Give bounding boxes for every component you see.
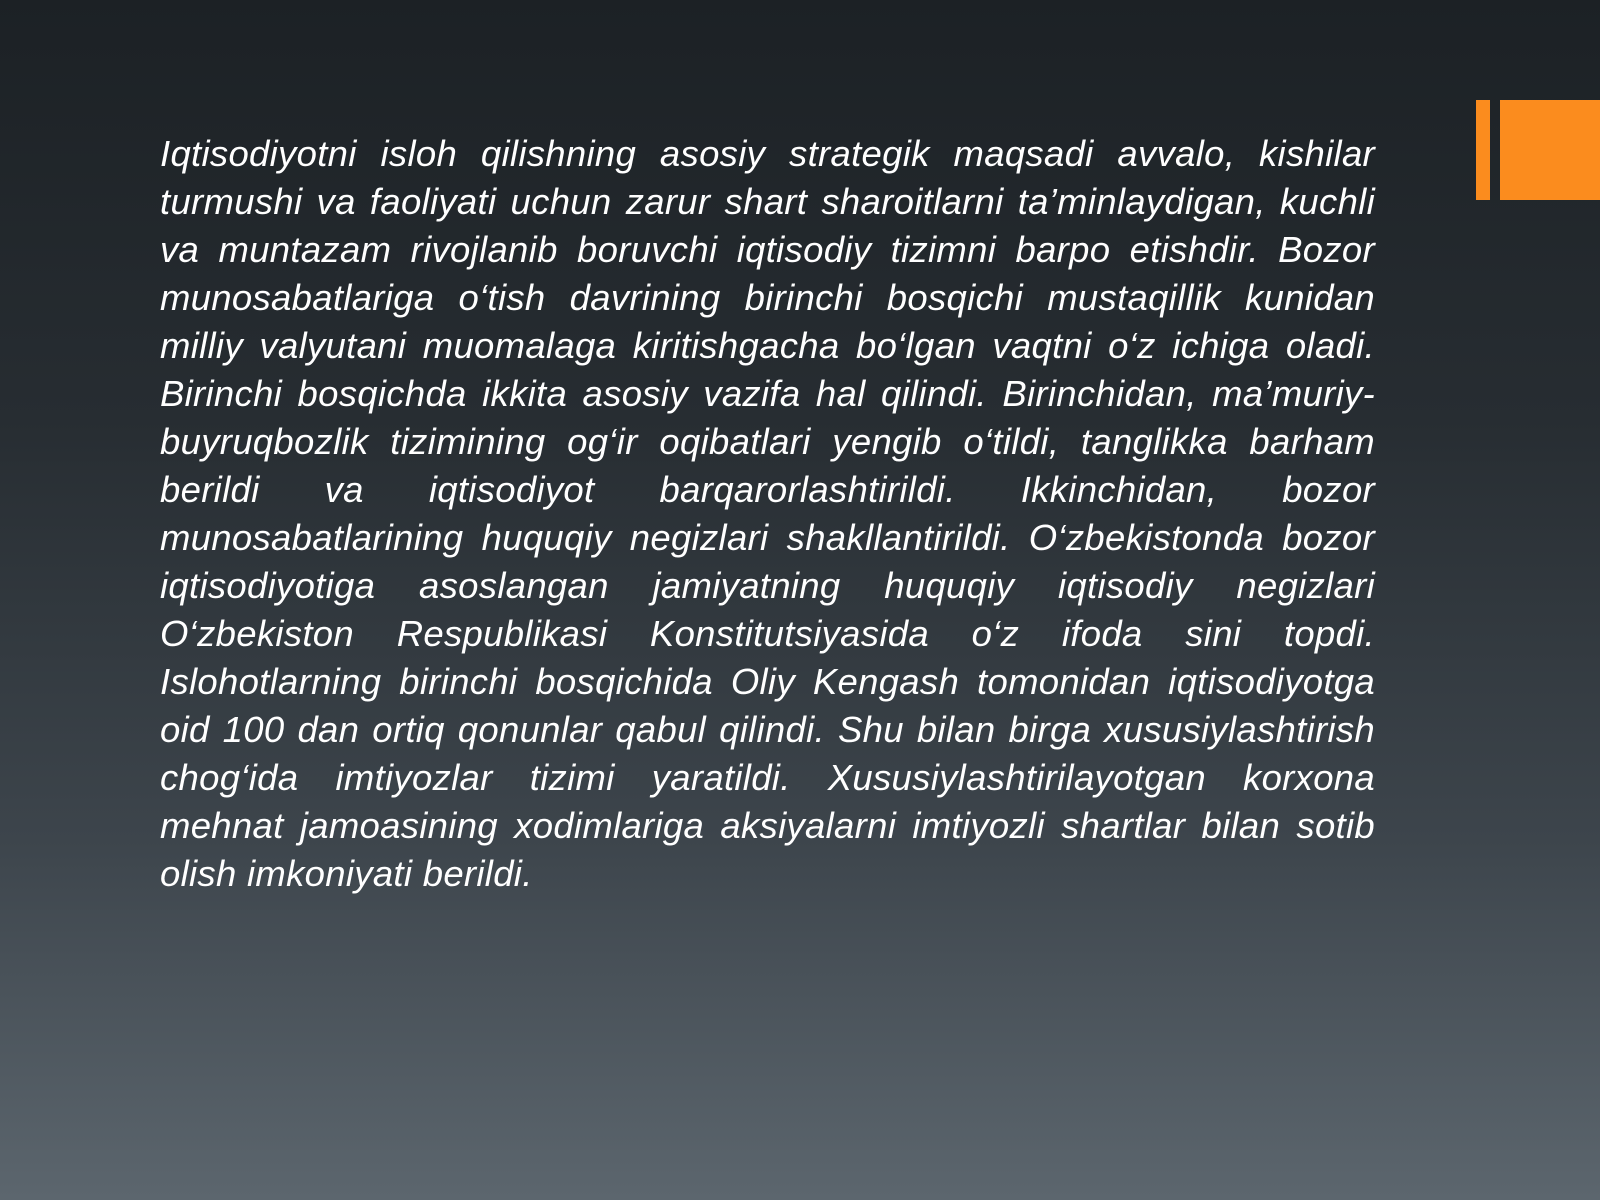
accent-bar-wide (1500, 100, 1600, 200)
slide-body-text: Iqtisodiyotni isloh qilishning asosiy strategik maqsadi avvalo, kishilar turmushi va faoliyati uchun zarur shart sharoitlarni ta’minlaydigan, kuchli va muntazam rivojlanib boruvchi iqtisodiy tizimni barpo etishdir. Bozor munosabatlariga o‘tish davrining birinchi bosqichi mustaqillik kunidan milliy valyutani muomalaga kiritishgacha bo‘lgan vaqtni o‘z ichiga oladi. Birinchi bosqichda ikkita asosiy vazifa hal qilindi. Birinchidan, ma’muriy-buyruqbozlik tizimining og‘ir oqibatlari yengib o‘tildi, tanglikka barham berildi va iqtisodiyot barqarorlashtirildi. Ikkinchidan, bozor munosabatlarining huquqiy negizlari shakllantirildi. O‘zbekistonda bozor iqtisodiyotiga asoslangan jamiyatning huquqiy iqtisodiy negizlari O‘zbekiston Respublikasi Konstitutsiyasida o‘z ifoda sini topdi. Islohotlarning birinchi bosqichida Oliy Kengash tomonidan iqtisodiyotga oid 100 dan ortiq qonunlar qabul qilindi. Shu bilan birga xususiylashtirish chog‘ida imtiyozlar tizimi yaratildi. Xususiylashtirilayotgan korxona mehnat jamoasining xodimlariga aksiyalarni imtiyozli shartlar bilan sotib olish imkoniyati berildi. (160, 133, 1375, 894)
accent-bar-thin (1476, 100, 1490, 200)
